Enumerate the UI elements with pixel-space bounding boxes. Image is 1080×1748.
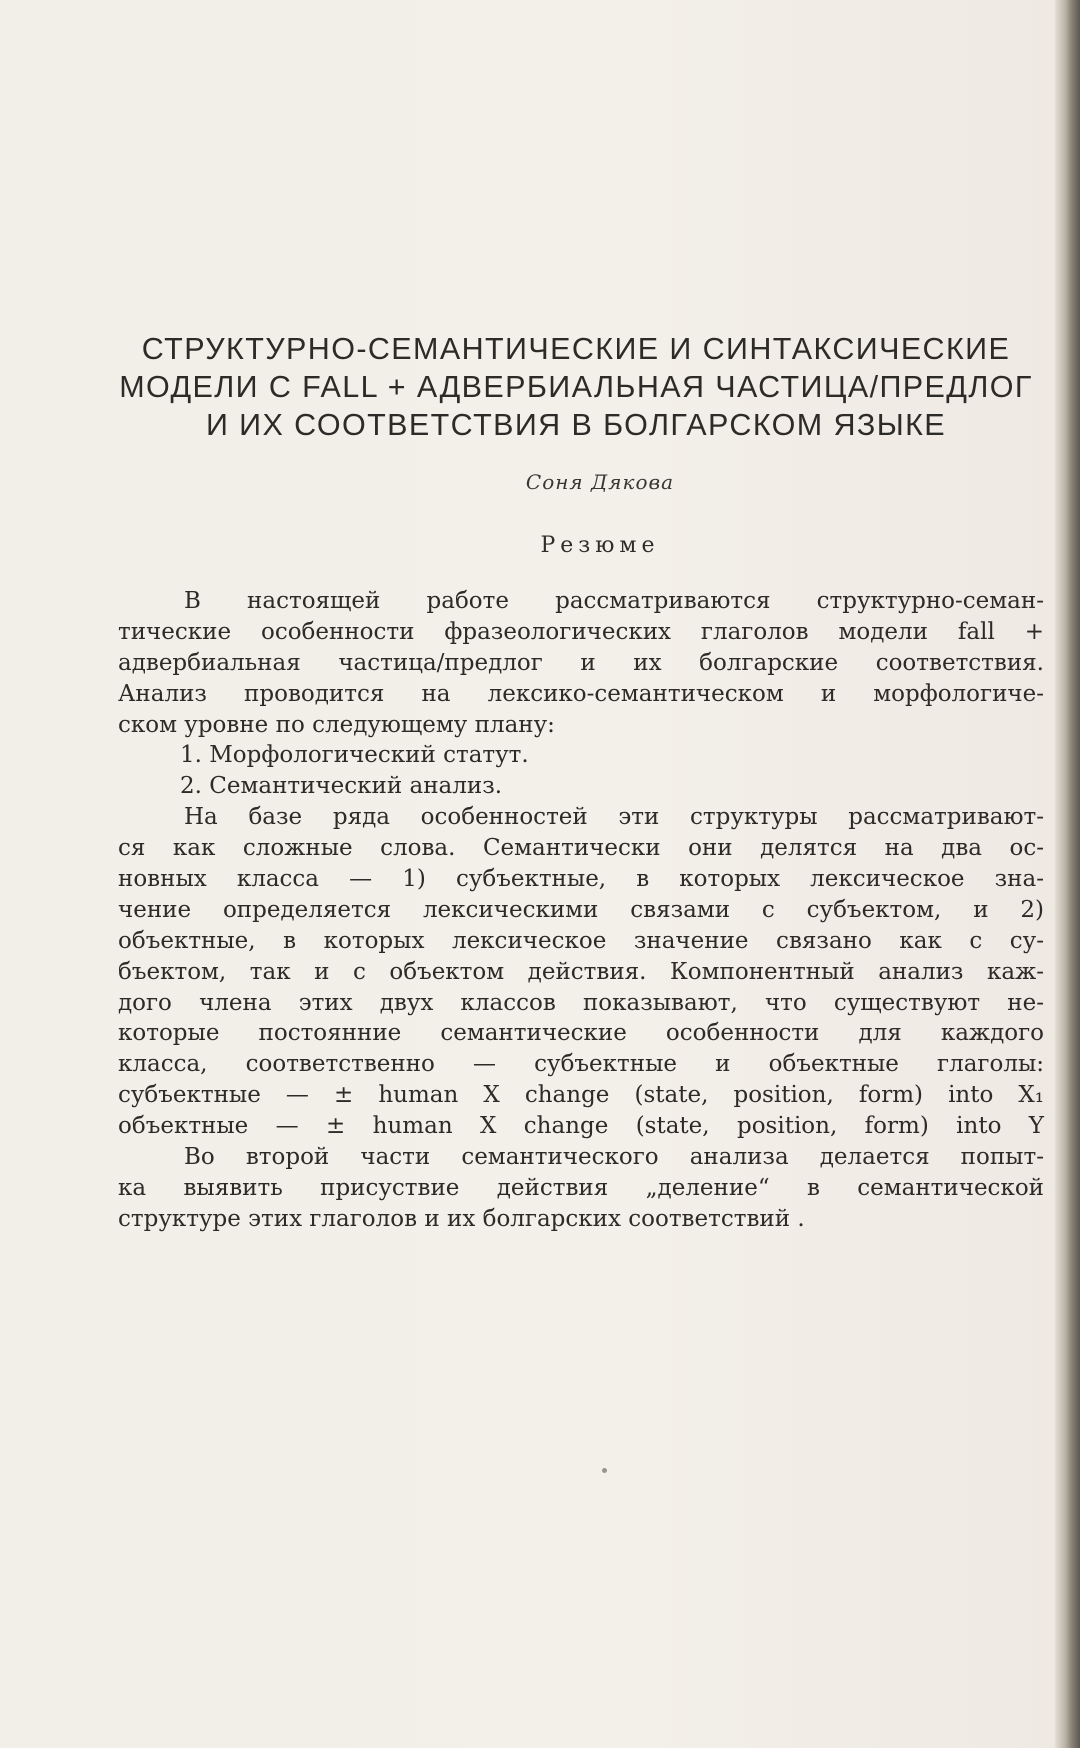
body-line-5: ском уровне по следующему плану:	[118, 711, 555, 738]
body-line-20: ка выявить присуствие действия „деление“ в семантической	[118, 1174, 1044, 1201]
formula-line-2: объектные — ± human X change (state, position, form) into Y	[118, 1113, 1044, 1140]
section-heading: Резюме	[540, 533, 660, 558]
body-line-9: ся как сложные слова. Семантически они делятся на два ос-	[118, 835, 1044, 862]
body-line-10: новных класса — 1) субъектные, в которых лексическое зна-	[118, 866, 1044, 893]
body-line-14: дого члена этих двух классов показывают, что существуют не-	[118, 989, 1044, 1016]
body-line-11: чение определяется лексическими связами с субъектом, и 2)	[118, 896, 1044, 923]
author-name: Соня Дякова	[525, 470, 675, 494]
body-line-4: Анализ проводится на лексико-семантическом и морфологиче-	[118, 680, 1044, 707]
abstract-body	[118, 586, 1044, 1235]
formula-line-1: субъектные — ± human X change (state, position, form) into X₁	[118, 1082, 1044, 1109]
article-title	[100, 330, 1052, 444]
body-line-21: структуре этих глаголов и их болгарских соответствий .	[118, 1205, 805, 1232]
body-line-1: В настоящей работе рассматриваются структурно-семан-	[184, 588, 1044, 614]
paper-speck	[602, 1468, 607, 1473]
body-line-2: тические особенности фразеологических глаголов модели fall +	[118, 618, 1044, 645]
title-line-3: И ИХ СООТВЕТСТВИЯ В БОЛГАРСКОМ ЯЗЫКЕ	[205, 408, 946, 442]
body-line-15: которые постоянние семантические особенности для каждого	[118, 1020, 1044, 1047]
body-line-16: класса, соответственно — субъектные и объектные глаголы:	[118, 1051, 1044, 1078]
body-line-8: На базе ряда особенностей эти структуры рассматривают-	[184, 804, 1044, 831]
title-line-1: СТРУКТУРНО-СЕМАНТИЧЕСКИЕ И СИНТАКСИЧЕСКИЕ	[141, 332, 1011, 366]
body-line-19: Во второй части семантического анализа делается попыт-	[184, 1144, 1044, 1171]
body-line-13: бъектом, так и с объектом действия. Компонентный анализ каж-	[118, 958, 1044, 985]
title-line-2: МОДЕЛИ С FALL + АДВЕРБИАЛЬНАЯ ЧАСТИЦА/ПРЕДЛОГ	[119, 370, 1033, 404]
body-line-12: объектные, в которых лексическое значение связано как с су-	[118, 927, 1044, 954]
body-line-3: адвербиальная частица/предлог и их болгарские соответствия.	[118, 649, 1044, 676]
list-item-1: 1. Морфологический статут.	[180, 742, 529, 769]
book-spine	[1058, 0, 1080, 1748]
list-item-2: 2. Семантический анализ.	[180, 773, 503, 800]
